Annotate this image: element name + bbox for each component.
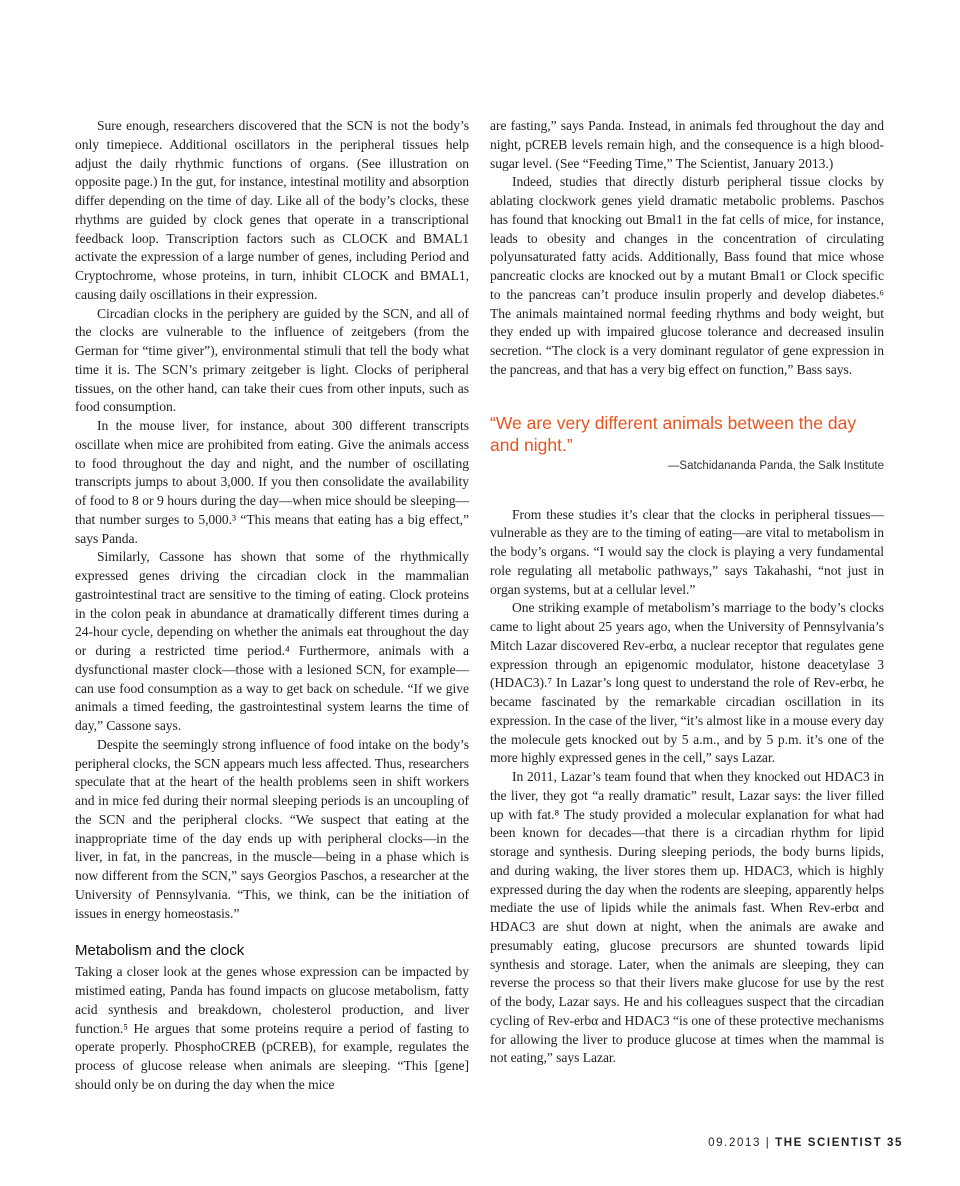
pull-quote: “We are very different animals between the day and night.” bbox=[490, 412, 857, 455]
body-paragraph: are fasting,” says Panda. Instead, in animals fed throughout the day and night, pCREB levels remain high, and the consequence is a high blood-sugar level. (See “Feeding Time,” The Scientist, January 2013.) bbox=[490, 118, 884, 171]
left-column bbox=[75, 117, 469, 1095]
page-number: 35 bbox=[887, 1137, 903, 1149]
pull-quote-attribution: —Satchidananda Panda, the Salk Institute bbox=[667, 459, 884, 472]
body-paragraph: From these studies it’s clear that the clocks in peripheral tissues—vulnerable as they are to the timing of eating—are vital to metabolism in the body’s organs. “I would say the clock is playing a very fundamental role regulating all metabolic pathways,” says Takahashi, “not just in organ systems, but at a cellular level.” bbox=[490, 506, 884, 597]
body-paragraph: Sure enough, researchers discovered that the SCN is not the body’s only timepiece. Additional oscillators in the peripheral tissues help adjust the daily rhythmic functions of organs. (See illustration on opposite page.) In the gut, for instance, intestinal motility and absorption differ depending on the time of day. Like all of the body’s clocks, these rhythms are guided by clock genes that operate in a transcriptional feedback loop. Transcription factors such as CLOCK and BMAL1 activate the expression of a large number of genes, including Period and Cryptochrome, whose proteins, in turn, inhibit CLOCK and BMAL1, causing daily oscillations in their expression. bbox=[75, 118, 469, 302]
page-footer bbox=[708, 1137, 903, 1149]
pull-quote-block bbox=[490, 412, 884, 472]
section-heading: Metabolism and the clock bbox=[75, 942, 245, 960]
body-paragraph: In 2011, Lazar’s team found that when they knocked out HDAC3 in the liver, they got “a really dramatic” result, Lazar says: the liver filled up with fat.⁸ The study provided a molecular explanation for what had been known for decades—that there is a circadian rhythm for lipid storage and synthesis. During sleeping periods, the body burns lipids, and during waking, the liver stores them up. HDAC3, which is highly expressed during the day when the rodents are sleeping, apparently helps mediate the use of lipids while the animals fast. When Rev-erbα and HDAC3 are shut down at night, when the animals are awake and presumably eating, glucose precursors are shunted towards lipid synthesis and storage. Later, when the animals are sleeping, they can reverse the process so that their livers make glucose for use by the rest of the body, Lazar says. He and his colleagues suspect that the circadian cycling of Rev-erbα and HDAC3 “is one of these protective mechanisms for allowing the liver to produce glucose at times when the mammal is not eating,” says Lazar. bbox=[490, 769, 884, 1066]
magazine-name: THE SCIENTIST bbox=[775, 1137, 883, 1149]
body-paragraph: Indeed, studies that directly disturb peripheral tissue clocks by ablating clockwork genes yield dramatic metabolic problems. Paschos has found that knocking out Bmal1 in the fat cells of mice, for instance, leads to obesity and changes in the concentration of circulating polyunsaturated fatty acids. Additionally, Bass found that mice whose pancreatic clocks are knocked out by a mutant Bmal1 or Clock specific to the pancreas can’t produce insulin properly and develop diabetes.⁶ The animals maintained normal feeding rhythms and body weight, but they ended up with impaired glucose tolerance and decreased insulin secretion. “The clock is a very dominant regulator of gene expression in the pancreas, and that has a very big effect on function,” Bass says. bbox=[490, 174, 884, 377]
body-paragraph: Circadian clocks in the periphery are guided by the SCN, and all of the clocks are vulnerable to the influence of zeitgebers (from the German for “time giver”), environmental stimuli that tell the body what time it is. The SCN’s primary zeitgeber is light. Clocks of peripheral tissues, on the other hand, can take their cues from other inputs, such as food consumption. bbox=[75, 305, 469, 415]
body-paragraph: Similarly, Cassone has shown that some of the rhythmically expressed genes driving the circadian clock in the mammalian gastrointestinal tract are sensitive to the timing of eating. Clock proteins in the colon peak in abundance at dramatically different times during a 24-hour cycle, depending on whether the animals eat throughout the day or during a restricted time period.⁴ Furthermore, animals with a dysfunctional master clock—those with a lesioned SCN, for example—can use food consumption as a way to get back on schedule. “If we give animals a timed feeding, the gastrointestinal system learns the time of day,” Cassone says. bbox=[75, 549, 469, 733]
footer-separator: | bbox=[765, 1137, 771, 1149]
body-paragraph: Despite the seemingly strong influence of food intake on the body’s peripheral clocks, the SCN appears much less affected. Thus, researchers speculate that at the heart of the health problems seen in shift workers and in mice fed during their normal sleeping periods is an uncoupling of the SCN and the peripheral clocks. “We suspect that eating at the inappropriate time of the day ends up with peripheral clocks—in the liver, in fat, in the pancreas, in the muscle—being in a phase which is now different from the SCN,” says Georgios Paschos, a researcher at the University of Pennsylvania. “This, we think, can be the initiation of issues in energy homeostasis.” bbox=[75, 736, 469, 921]
issue-date: 09.2013 bbox=[708, 1137, 761, 1149]
right-column bbox=[490, 117, 884, 1068]
body-paragraph: Taking a closer look at the genes whose expression can be impacted by mistimed eating, Panda has found impacts on glucose metabolism, fatty acid synthesis and breakdown, cholesterol production, and liver function.⁵ He argues that some proteins require a period of fasting to operate properly. PhosphoCREB (pCREB), for example, regulates the process of glucose release when animals are sleeping. “This [gene] should only be on during the day when the mice bbox=[75, 964, 469, 1092]
body-paragraph: In the mouse liver, for instance, about 300 different transcripts oscillate when mice are prohibited from eating. Give the animals access to food throughout the day and night, and the number of oscillating transcripts jumps to about 3,000. If you then consolidate the availability of food to 8 or 9 hours during the day—when mice should be sleeping—that number surges to 5,000.³ “This means that eating has a big effect,” says Panda. bbox=[75, 418, 469, 546]
body-paragraph: One striking example of metabolism’s marriage to the body’s clocks came to light about 25 years ago, when the University of Pennsylvania’s Mitch Lazar discovered Rev-erbα, a nuclear receptor that regulates gene expression through an epigenomic modulator, histone deacetylase 3 (HDAC3).⁷ In Lazar’s long quest to understand the role of Rev-erbα, he became fascinated by the remarkable circadian oscillation in its expression. In the case of the liver, “it’s almost like in a mouse every day the molecule gets knocked out by 5 a.m., and by 5 p.m. it’s one of the more highly expressed genes in the cell,” says Lazar. bbox=[490, 600, 884, 766]
